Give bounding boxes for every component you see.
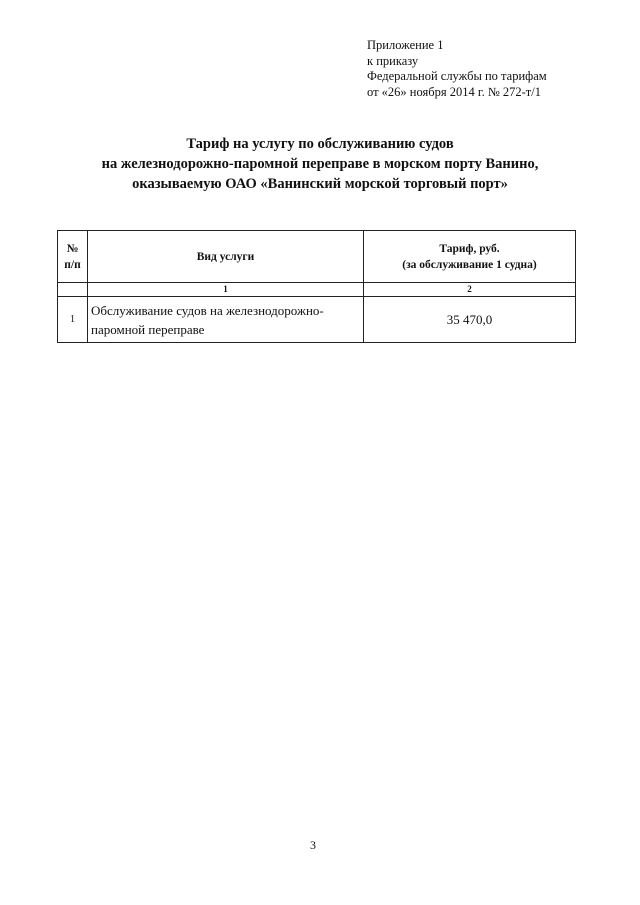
title-line-2: на железнодорожно-паромной переправе в морском порту Ванино,: [101, 156, 539, 172]
row-tariff: 35 470,0: [364, 297, 576, 343]
appendix-line-4: от «26» ноября 2014 г. № 272-т/1: [367, 84, 541, 99]
page-number: 3: [310, 838, 316, 852]
row-number: 1: [58, 297, 88, 343]
index-cell-empty: [58, 283, 88, 297]
header-number-symbol: №: [66, 242, 79, 255]
index-cell-tariff: 2: [364, 283, 576, 297]
row-service-line-1: Обслуживание судов на железнодорожно-: [91, 302, 324, 318]
appendix-line-1: Приложение 1: [367, 38, 444, 52]
header-tariff-title: Тариф, руб.: [439, 242, 500, 255]
header-tariff-note: (за обслуживание 1 судна): [402, 258, 537, 271]
header-tariff: [364, 231, 576, 283]
row-service-line-2: паромной переправе: [91, 321, 205, 337]
header-number-abbrev: п/п: [64, 258, 81, 271]
header-service: Вид услуги: [88, 231, 364, 283]
column-index-row: [58, 283, 576, 297]
tariff-table: [57, 230, 576, 343]
title-line-3: оказываемую ОАО «Ванинский морской торговый порт»: [132, 176, 508, 192]
index-cell-service: 1: [88, 283, 364, 297]
table-header-row: [58, 231, 576, 283]
appendix-line-3: Федеральной службы по тарифам: [367, 69, 547, 83]
document-title: [0, 134, 640, 194]
row-service: [88, 297, 364, 343]
appendix-note: [367, 38, 547, 100]
table-row: [58, 297, 576, 343]
title-line-1: Тариф на услугу по обслуживанию судов: [186, 136, 454, 152]
appendix-line-2: к приказу: [367, 53, 419, 68]
header-number: [58, 231, 88, 283]
